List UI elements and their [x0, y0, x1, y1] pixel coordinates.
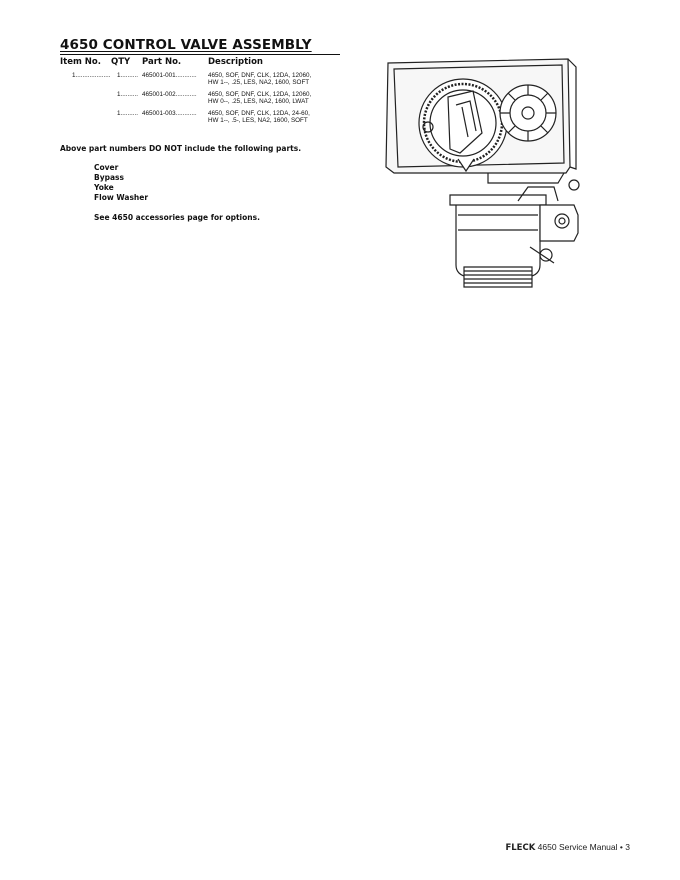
- brand-name: FLECK: [505, 843, 536, 853]
- item-number: 1....................: [72, 72, 111, 79]
- footer-bullet: •: [619, 842, 623, 852]
- description-line-2: HW 1--, .25, LES, NA2, 1600, SOFT: [208, 79, 310, 86]
- column-header-item: Item No.: [60, 57, 101, 67]
- description-line-1: 4650, SOF, DNF, CLK, 12DA, 24-60,: [208, 110, 310, 117]
- manual-title: 4650 Service Manual: [537, 842, 618, 852]
- excluded-part: Flow Washer: [94, 193, 149, 202]
- excluded-part: Bypass: [94, 173, 124, 182]
- control-valve-illustration: [378, 55, 593, 290]
- excluded-part: Cover: [94, 163, 119, 172]
- description-line-2: HW 0--, .25, LES, NA2, 1600, LWAT: [208, 98, 309, 105]
- description-line-1: 4650, SOF, DNF, CLK, 12DA, 12060,: [208, 91, 312, 98]
- part-number: 465001-001............: [142, 72, 197, 79]
- column-header-part: Part No.: [142, 57, 182, 67]
- exclusion-note: Above part numbers DO NOT include the following parts.: [60, 144, 302, 153]
- page-title: 4650 CONTROL VALVE ASSEMBLY: [60, 37, 340, 55]
- quantity: 1..........: [117, 110, 138, 117]
- page-footer: [505, 842, 630, 853]
- table-row: [60, 72, 350, 92]
- quantity: 1..........: [117, 72, 138, 79]
- part-number: 465001-003............: [142, 110, 197, 117]
- page-number: 3: [625, 842, 630, 852]
- part-number: 465001-002............: [142, 91, 197, 98]
- description-line-1: 4650, SOF, DNF, CLK, 12DA, 12060,: [208, 72, 312, 79]
- column-header-qty: QTY: [111, 57, 131, 67]
- table-row: [60, 110, 350, 130]
- quantity: 1..........: [117, 91, 138, 98]
- excluded-part: Yoke: [94, 183, 114, 192]
- table-row: [60, 91, 350, 111]
- description-line-2: HW 1--, .5-, LES, NA2, 1600, SOFT: [208, 117, 308, 124]
- accessories-note: See 4650 accessories page for options.: [94, 213, 260, 222]
- column-header-description: Description: [208, 57, 263, 67]
